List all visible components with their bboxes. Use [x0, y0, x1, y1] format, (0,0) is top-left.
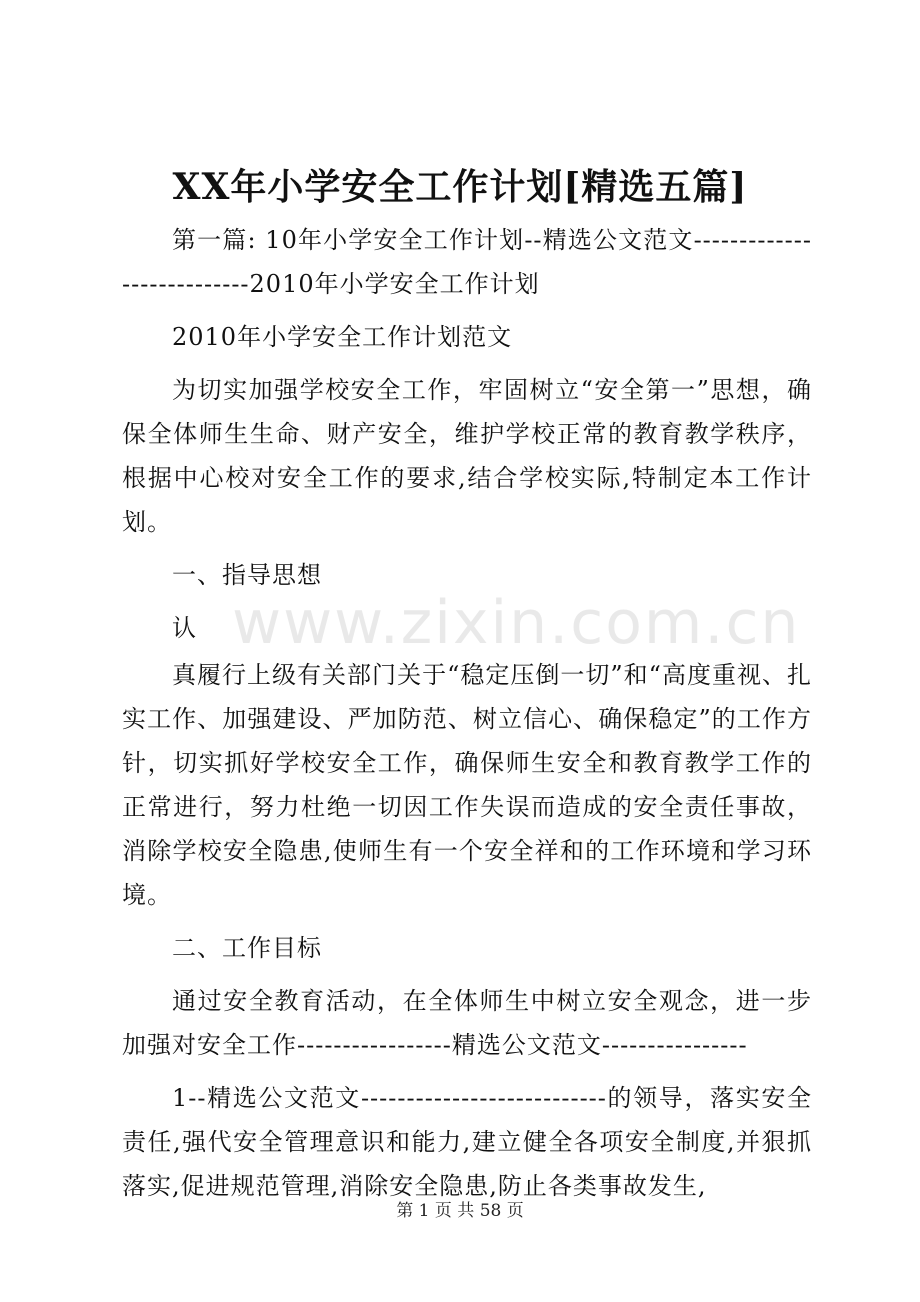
paragraph-heading-work-goals: 二、工作目标	[172, 934, 322, 962]
watermark-text: www.zixin.com.cn	[232, 588, 801, 658]
paragraph-fragment: 认	[172, 614, 197, 642]
paragraph-intro: 为切实加强学校安全工作，牢固树立“安全第一”思想，确保全体师生生命、财产安全，维护学校正常的教育教学秩序，根据中心校对安全工作的要求,结合学校实际,特制定本工作计划。	[122, 376, 812, 536]
paragraph-subtitle: 2010年小学安全工作计划范文	[172, 323, 513, 351]
paragraph-heading-guiding-ideology: 一、指导思想	[172, 561, 322, 589]
paragraph-heading-section-1: 第一篇: 10年小学安全工作计划--精选公文范文---------------------------2010年小学安全工作计划	[122, 226, 812, 298]
document-body	[122, 218, 812, 1217]
paragraph-guiding-ideology-body: 真履行上级有关部门关于“稳定压倒一切”和“高度重视、扎实工作、加强建设、严加防范、树立信心、确保稳定”的工作方针，切实抓好学校安全工作，确保师生安全和教育教学工作的正常进行，努力杜绝一切因工作失误而造成的安全责任事故，消除学校安全隐患,使师生有一个安全祥和的工作环境和学习环境。	[122, 661, 812, 909]
page-number-footer: 第 1 页 共 58 页	[396, 1201, 524, 1221]
document-title: XX年小学安全工作计划[精选五篇]	[172, 166, 748, 208]
paragraph-work-goals-body: 通过安全教育活动，在全体师生中树立安全观念，进一步加强对安全工作-----------------精选公文范文----------------	[122, 987, 812, 1059]
paragraph-work-goals-continued: 1--精选公文范文---------------------------的领导，落实安全责任,强代安全管理意识和能力,建立健全各项安全制度,并狠抓落实,促进规范管理,消除安全隐患,防止各类事故发生,	[122, 1084, 812, 1200]
